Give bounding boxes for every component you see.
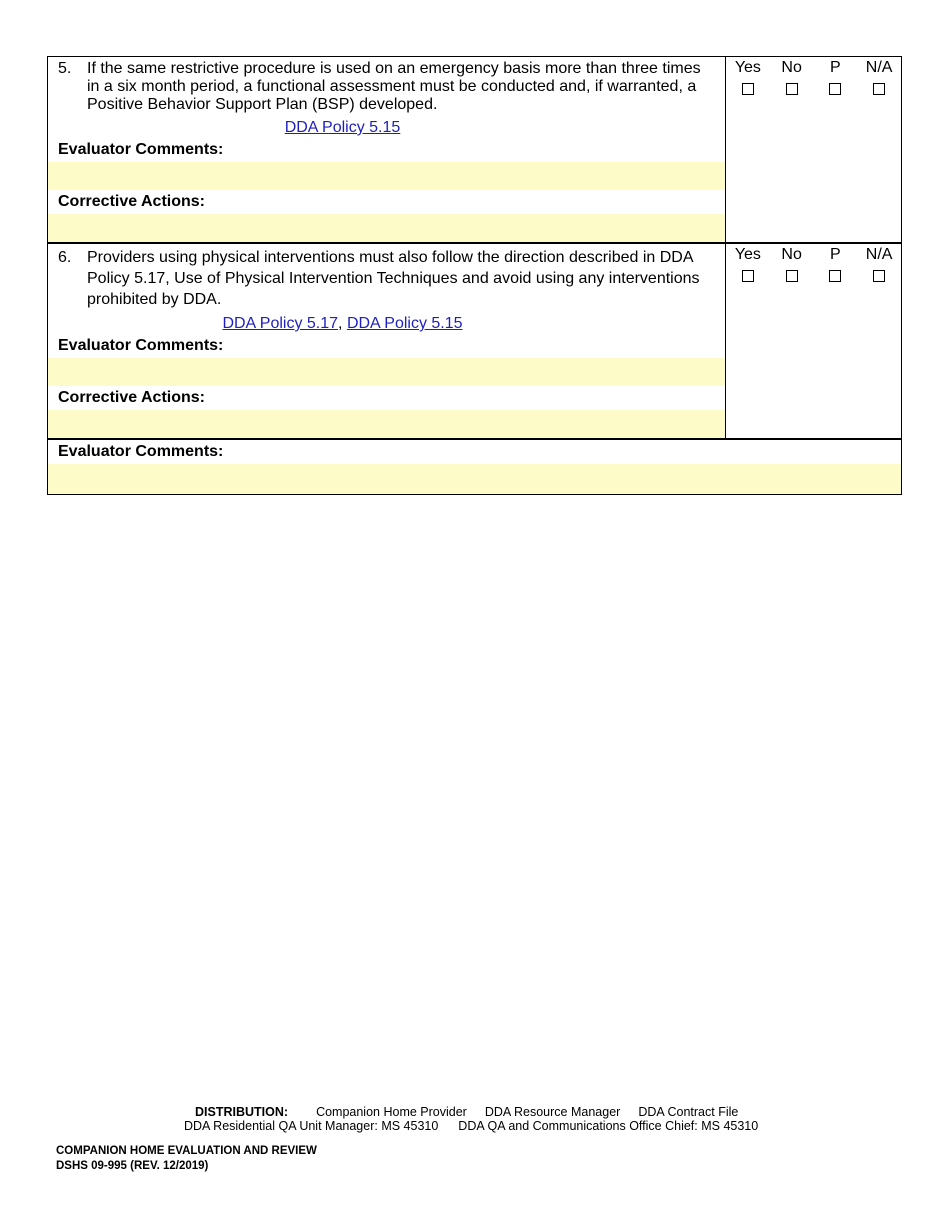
question-text: If the same restrictive procedure is used on an emergency basis more than three times in a six month period, a functional assessment must be conducted and, if warranted, a Positive Behavior Support Plan (BSP) developed. [87,60,701,113]
answer-options [726,244,901,438]
form-identifier [56,1144,317,1174]
checkbox-no[interactable] [786,270,798,282]
final-evaluator-comments-field[interactable] [48,464,901,494]
form-number: DSHS 09-995 (REV. 12/2019) [56,1160,209,1172]
corrective-actions-label: Corrective Actions: [58,389,205,406]
checkbox-yes[interactable] [742,83,754,95]
checkbox-no[interactable] [786,83,798,95]
question-5-main [48,57,726,242]
answer-label: Yes [734,246,761,263]
answer-label: Yes [734,59,761,76]
answer-label: N/A [865,246,893,263]
distribution-recipient: DDA Resource Manager [484,1105,621,1119]
policy-link[interactable]: DDA Policy 5.17 [222,315,339,332]
form-title: COMPANION HOME EVALUATION AND REVIEW [56,1145,317,1157]
evaluator-comments-field[interactable] [48,162,725,190]
final-comments-section [48,440,901,494]
policy-links [48,118,725,138]
answer-label: No [781,59,802,76]
distribution-recipient: Companion Home Provider [316,1105,467,1119]
policy-link[interactable]: DDA Policy 5.15 [346,315,463,332]
question-number: 5. [58,60,72,77]
distribution-recipient: DDA Residential QA Unit Manager: MS 45310 [184,1119,439,1133]
corrective-actions-field[interactable] [48,410,725,438]
checkbox-na[interactable] [873,270,885,282]
evaluator-comments-label: Evaluator Comments: [58,337,224,354]
answer-label: P [830,246,841,263]
distribution-label: DISTRIBUTION: [195,1105,289,1119]
policy-link[interactable]: DDA Policy 5.15 [284,119,401,136]
corrective-actions-field[interactable] [48,214,725,242]
evaluator-comments-label: Evaluator Comments: [58,443,224,460]
question-text: Providers using physical interventions must also follow the direction described in DDA Policy 5.17, Use of Physical Intervention Techniques and avoid using any interventions prohibited by DDA. [87,249,700,308]
distribution-recipient: DDA Contract File [638,1105,739,1119]
checkbox-partial[interactable] [829,270,841,282]
evaluation-table [47,56,902,495]
checkbox-yes[interactable] [742,270,754,282]
checkbox-na[interactable] [873,83,885,95]
policy-links [48,314,725,334]
answer-label: N/A [865,59,893,76]
distribution-recipient: DDA QA and Communications Office Chief: MS 45310 [458,1119,759,1133]
answer-label: No [781,246,802,263]
link-separator: , [338,315,347,332]
question-5-row [48,57,901,244]
answer-options [726,57,901,242]
question-6-row [48,244,901,440]
evaluator-comments-field[interactable] [48,358,725,386]
corrective-actions-label: Corrective Actions: [58,193,205,210]
evaluator-comments-label: Evaluator Comments: [58,141,224,158]
answer-label: P [830,59,841,76]
question-6-main [48,244,726,438]
checkbox-partial[interactable] [829,83,841,95]
question-number: 6. [58,249,72,266]
